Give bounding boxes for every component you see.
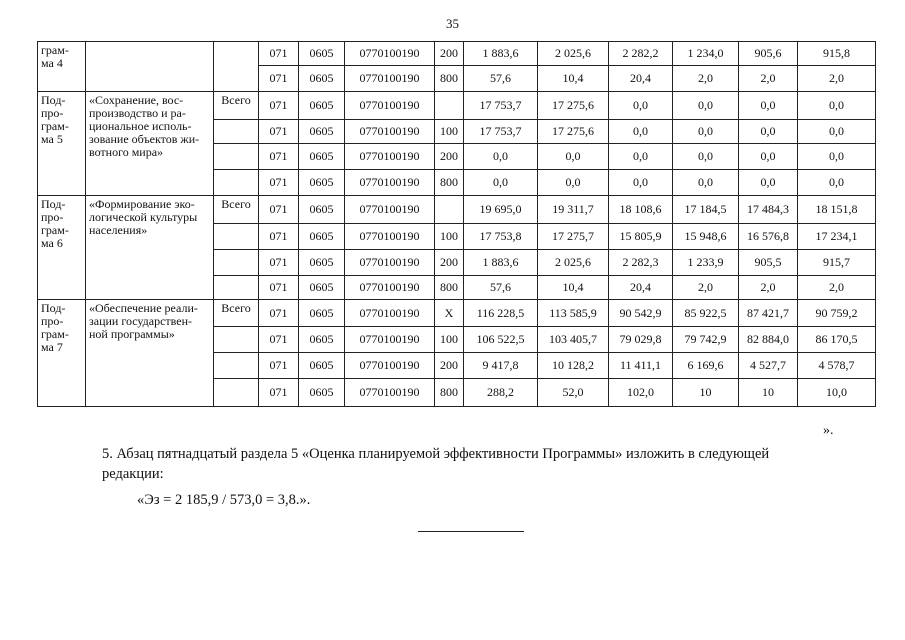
admin-code: 071 bbox=[259, 250, 299, 276]
amount-cell: 0,0 bbox=[673, 120, 739, 144]
target-code: 0770100190 bbox=[345, 250, 435, 276]
amount-cell: 86 170,5 bbox=[798, 327, 876, 353]
expense-type: 200 bbox=[435, 353, 464, 379]
amount-cell: 6 169,6 bbox=[673, 353, 739, 379]
amount-cell: 57,6 bbox=[464, 66, 538, 92]
amount-cell: 0,0 bbox=[609, 170, 673, 196]
target-code: 0770100190 bbox=[345, 66, 435, 92]
amount-cell: 0,0 bbox=[609, 144, 673, 170]
target-code: 0770100190 bbox=[345, 327, 435, 353]
section-code: 0605 bbox=[299, 379, 345, 407]
funding-kind: Всего bbox=[214, 196, 259, 224]
amount-cell: 0,0 bbox=[538, 170, 609, 196]
amount-cell: 10,4 bbox=[538, 276, 609, 300]
target-code: 0770100190 bbox=[345, 144, 435, 170]
section-code: 0605 bbox=[299, 120, 345, 144]
amount-cell: 0,0 bbox=[798, 144, 876, 170]
funding-kind: Всего bbox=[214, 92, 259, 120]
page-number: 35 bbox=[446, 16, 459, 31]
amount-cell: 0,0 bbox=[673, 92, 739, 120]
amount-cell: 915,7 bbox=[798, 250, 876, 276]
amount-cell: 0,0 bbox=[739, 120, 798, 144]
section-code: 0605 bbox=[299, 327, 345, 353]
amount-cell: 17 275,6 bbox=[538, 92, 609, 120]
amount-cell: 20,4 bbox=[609, 276, 673, 300]
expense-type: 100 bbox=[435, 224, 464, 250]
target-code: 0770100190 bbox=[345, 92, 435, 120]
funding-kind bbox=[214, 42, 259, 92]
amount-cell: 288,2 bbox=[464, 379, 538, 407]
amount-cell: 905,5 bbox=[739, 250, 798, 276]
section-code: 0605 bbox=[299, 42, 345, 66]
admin-code: 071 bbox=[259, 353, 299, 379]
admin-code: 071 bbox=[259, 170, 299, 196]
amount-cell: 113 585,9 bbox=[538, 300, 609, 327]
admin-code: 071 bbox=[259, 196, 299, 224]
amount-cell: 0,0 bbox=[464, 170, 538, 196]
amount-cell: 0,0 bbox=[739, 170, 798, 196]
expense-type: 800 bbox=[435, 66, 464, 92]
amount-cell: 87 421,7 bbox=[739, 300, 798, 327]
amount-cell: 79 742,9 bbox=[673, 327, 739, 353]
amount-cell: 19 695,0 bbox=[464, 196, 538, 224]
subprogram-name: «Формирование эко- логической культуры населения» bbox=[86, 196, 214, 300]
table-row bbox=[38, 92, 876, 120]
amount-cell: 2,0 bbox=[739, 66, 798, 92]
expense-type: 200 bbox=[435, 144, 464, 170]
end-rule bbox=[418, 531, 524, 532]
amount-cell: 1 883,6 bbox=[464, 250, 538, 276]
subprogram-label: грам- ма 4 bbox=[38, 42, 86, 92]
amount-cell: 0,0 bbox=[673, 144, 739, 170]
amount-cell: 10 bbox=[739, 379, 798, 407]
amount-cell: 4 527,7 bbox=[739, 353, 798, 379]
amount-cell: 905,6 bbox=[739, 42, 798, 66]
amount-cell: 17 753,8 bbox=[464, 224, 538, 250]
amount-cell: 90 542,9 bbox=[609, 300, 673, 327]
target-code: 0770100190 bbox=[345, 170, 435, 196]
target-code: 0770100190 bbox=[345, 276, 435, 300]
amount-cell: 15 948,6 bbox=[673, 224, 739, 250]
amount-cell: 2,0 bbox=[739, 276, 798, 300]
amount-cell: 15 805,9 bbox=[609, 224, 673, 250]
target-code: 0770100190 bbox=[345, 353, 435, 379]
funding-kind: Всего bbox=[214, 300, 259, 327]
amount-cell: 2,0 bbox=[798, 66, 876, 92]
amount-cell: 17 275,6 bbox=[538, 120, 609, 144]
section-code: 0605 bbox=[299, 170, 345, 196]
amount-cell: 0,0 bbox=[798, 92, 876, 120]
amount-cell: 0,0 bbox=[739, 144, 798, 170]
admin-code: 071 bbox=[259, 92, 299, 120]
amount-cell: 1 883,6 bbox=[464, 42, 538, 66]
closing-quote: ». bbox=[823, 423, 834, 438]
subprogram-name: «Обеспечение реали- зации государствен- ной программы» bbox=[86, 300, 214, 407]
amount-cell: 2,0 bbox=[798, 276, 876, 300]
amount-cell: 2 025,6 bbox=[538, 250, 609, 276]
funding-kind-empty bbox=[214, 250, 259, 276]
amount-cell: 18 151,8 bbox=[798, 196, 876, 224]
amount-cell: 90 759,2 bbox=[798, 300, 876, 327]
expense-type bbox=[435, 92, 464, 120]
amount-cell: 10 128,2 bbox=[538, 353, 609, 379]
table-row bbox=[38, 300, 876, 327]
expense-type: X bbox=[435, 300, 464, 327]
amount-cell: 52,0 bbox=[538, 379, 609, 407]
funding-kind-empty bbox=[214, 144, 259, 170]
amount-cell: 17 234,1 bbox=[798, 224, 876, 250]
target-code: 0770100190 bbox=[345, 196, 435, 224]
subprogram-label: Под- про- грам- ма 7 bbox=[38, 300, 86, 407]
amount-cell: 0,0 bbox=[609, 120, 673, 144]
admin-code: 071 bbox=[259, 224, 299, 250]
amount-cell: 2 282,2 bbox=[609, 42, 673, 66]
paragraph-5-continuation: редакции: bbox=[102, 466, 164, 482]
target-code: 0770100190 bbox=[345, 300, 435, 327]
amount-cell: 85 922,5 bbox=[673, 300, 739, 327]
subprogram-name bbox=[86, 42, 214, 92]
funding-kind-empty bbox=[214, 276, 259, 300]
admin-code: 071 bbox=[259, 379, 299, 407]
funding-kind-empty bbox=[214, 327, 259, 353]
section-code: 0605 bbox=[299, 144, 345, 170]
amount-cell: 17 184,5 bbox=[673, 196, 739, 224]
section-code: 0605 bbox=[299, 353, 345, 379]
admin-code: 071 bbox=[259, 327, 299, 353]
amount-cell: 10 bbox=[673, 379, 739, 407]
amount-cell: 0,0 bbox=[609, 92, 673, 120]
funding-kind-empty bbox=[214, 170, 259, 196]
amount-cell: 0,0 bbox=[673, 170, 739, 196]
expense-type: 200 bbox=[435, 42, 464, 66]
paragraph-5: 5. Абзац пятнадцатый раздела 5 «Оценка планируемой эффективности Программы» изложить в следующей bbox=[102, 446, 770, 462]
amount-cell: 106 522,5 bbox=[464, 327, 538, 353]
amount-cell: 17 753,7 bbox=[464, 120, 538, 144]
section-code: 0605 bbox=[299, 300, 345, 327]
amount-cell: 116 228,5 bbox=[464, 300, 538, 327]
amount-cell: 2 282,3 bbox=[609, 250, 673, 276]
amount-cell: 17 484,3 bbox=[739, 196, 798, 224]
section-code: 0605 bbox=[299, 250, 345, 276]
amount-cell: 10,0 bbox=[798, 379, 876, 407]
amount-cell: 57,6 bbox=[464, 276, 538, 300]
expense-type: 100 bbox=[435, 120, 464, 144]
amount-cell: 103 405,7 bbox=[538, 327, 609, 353]
amount-cell: 20,4 bbox=[609, 66, 673, 92]
amount-cell: 16 576,8 bbox=[739, 224, 798, 250]
amount-cell: 2,0 bbox=[673, 276, 739, 300]
admin-code: 071 bbox=[259, 276, 299, 300]
expense-type bbox=[435, 196, 464, 224]
subprogram-label: Под- про- грам- ма 5 bbox=[38, 92, 86, 196]
amount-cell: 17 753,7 bbox=[464, 92, 538, 120]
admin-code: 071 bbox=[259, 66, 299, 92]
amount-cell: 18 108,6 bbox=[609, 196, 673, 224]
admin-code: 071 bbox=[259, 42, 299, 66]
expense-type: 800 bbox=[435, 276, 464, 300]
amount-cell: 0,0 bbox=[739, 92, 798, 120]
amount-cell: 9 417,8 bbox=[464, 353, 538, 379]
amount-cell: 11 411,1 bbox=[609, 353, 673, 379]
target-code: 0770100190 bbox=[345, 379, 435, 407]
amount-cell: 0,0 bbox=[798, 170, 876, 196]
amount-cell: 102,0 bbox=[609, 379, 673, 407]
table-row bbox=[38, 42, 876, 66]
admin-code: 071 bbox=[259, 300, 299, 327]
amount-cell: 82 884,0 bbox=[739, 327, 798, 353]
section-code: 0605 bbox=[299, 224, 345, 250]
expense-type: 200 bbox=[435, 250, 464, 276]
section-code: 0605 bbox=[299, 92, 345, 120]
expense-type: 800 bbox=[435, 170, 464, 196]
target-code: 0770100190 bbox=[345, 224, 435, 250]
amount-cell: 1 233,9 bbox=[673, 250, 739, 276]
section-code: 0605 bbox=[299, 66, 345, 92]
section-code: 0605 bbox=[299, 196, 345, 224]
funding-kind-empty bbox=[214, 379, 259, 407]
funding-kind-empty bbox=[214, 120, 259, 144]
section-code: 0605 bbox=[299, 276, 345, 300]
amount-cell: 0,0 bbox=[464, 144, 538, 170]
amount-cell: 915,8 bbox=[798, 42, 876, 66]
funding-kind-empty bbox=[214, 353, 259, 379]
funding-kind-empty bbox=[214, 224, 259, 250]
amount-cell: 0,0 bbox=[798, 120, 876, 144]
amount-cell: 19 311,7 bbox=[538, 196, 609, 224]
efficiency-formula: «Эз = 2 185,9 / 573,0 = 3,8.». bbox=[137, 492, 311, 508]
table-row bbox=[38, 196, 876, 224]
amount-cell: 10,4 bbox=[538, 66, 609, 92]
target-code: 0770100190 bbox=[345, 42, 435, 66]
amount-cell: 0,0 bbox=[538, 144, 609, 170]
amount-cell: 79 029,8 bbox=[609, 327, 673, 353]
budget-table bbox=[37, 41, 876, 407]
amount-cell: 2 025,6 bbox=[538, 42, 609, 66]
subprogram-name: «Сохранение, вос- производство и ра- циональное исполь- зование объектов жи- вотного мира» bbox=[86, 92, 214, 196]
admin-code: 071 bbox=[259, 144, 299, 170]
admin-code: 071 bbox=[259, 120, 299, 144]
amount-cell: 1 234,0 bbox=[673, 42, 739, 66]
amount-cell: 17 275,7 bbox=[538, 224, 609, 250]
target-code: 0770100190 bbox=[345, 120, 435, 144]
expense-type: 100 bbox=[435, 327, 464, 353]
amount-cell: 2,0 bbox=[673, 66, 739, 92]
subprogram-label: Под- про- грам- ма 6 bbox=[38, 196, 86, 300]
amount-cell: 4 578,7 bbox=[798, 353, 876, 379]
expense-type: 800 bbox=[435, 379, 464, 407]
